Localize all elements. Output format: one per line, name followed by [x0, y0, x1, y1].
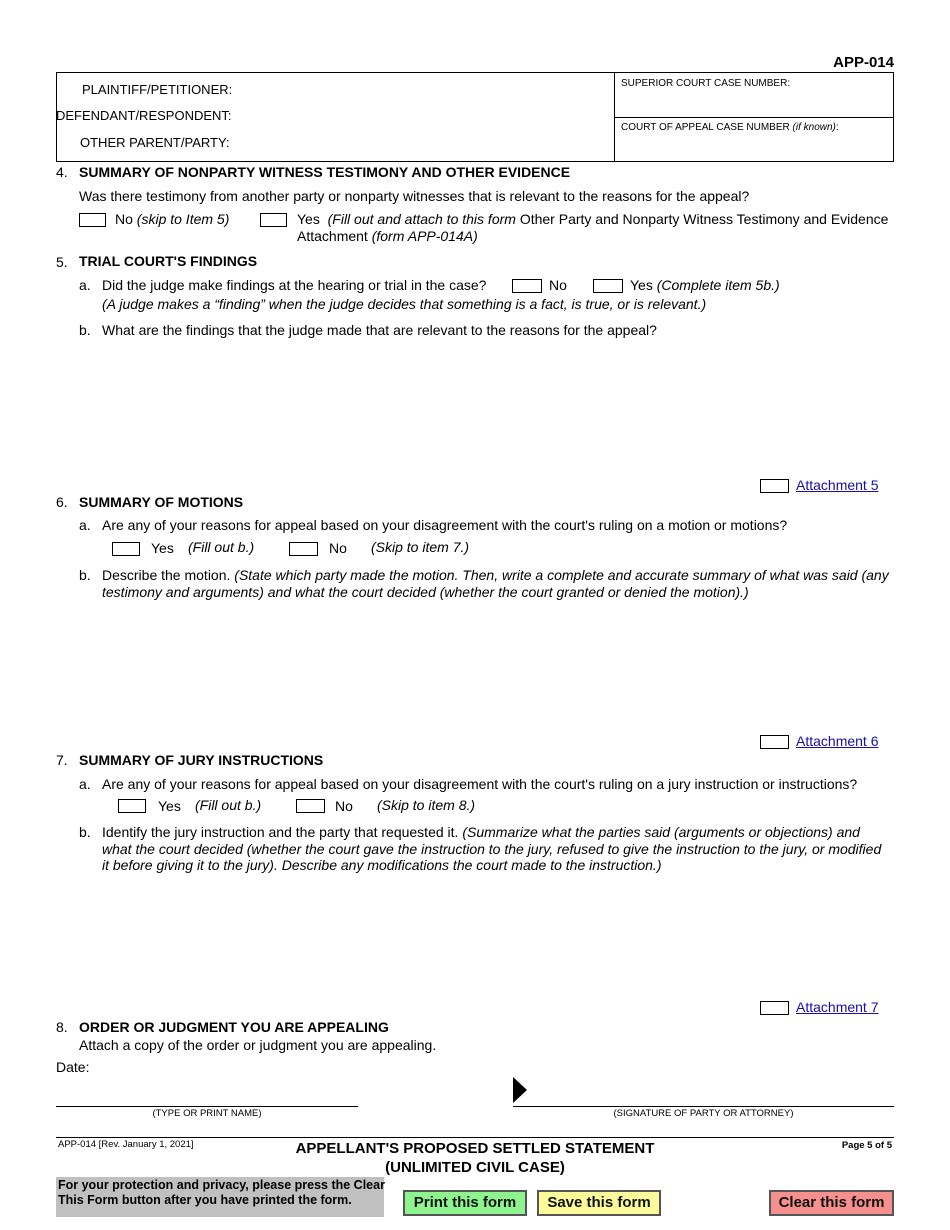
section-7a-yes-note: (Fill out b.) — [195, 797, 262, 813]
section-7a-letter: a. — [79, 776, 91, 792]
section-6-number: 6. — [56, 494, 68, 510]
section-5a-yes-checkbox[interactable] — [593, 279, 623, 293]
footer-rule — [56, 1137, 894, 1138]
section-5a-no-label: No — [549, 277, 567, 293]
type-print-name-field[interactable] — [56, 1083, 358, 1105]
section-6b-instruction: Describe the motion. (State which party made the motion. Then, write a complete and accurate summary of what was said (any — [102, 567, 889, 583]
section-6a-no-checkbox[interactable] — [289, 542, 318, 556]
section-7b-instruction: Identify the jury instruction and the party that requested it. (Summarize what the parties said (arguments or objections) and — [102, 824, 860, 840]
print-form-button[interactable]: Print this form — [403, 1190, 527, 1216]
section-7-number: 7. — [56, 752, 68, 768]
signature-caption: (SIGNATURE OF PARTY OR ATTORNEY) — [613, 1108, 794, 1119]
page-number: Page 5 of 5 — [841, 1140, 892, 1151]
section-4-number: 4. — [56, 164, 68, 180]
attachment-7-link[interactable]: Attachment 7 — [796, 999, 879, 1015]
section-4-no-checkbox[interactable] — [79, 213, 106, 227]
section-6a-yes-checkbox[interactable] — [112, 542, 140, 556]
section-8-text: Attach a copy of the order or judgment you are appealing. — [79, 1037, 437, 1053]
section-5-title: TRIAL COURT'S FINDINGS — [79, 253, 258, 269]
section-7a-yes-checkbox[interactable] — [118, 799, 146, 813]
section-6a-yes-label: Yes — [151, 540, 174, 556]
section-4-yes-label: Yes (Fill out and attach to this form Other Party and Nonparty Witness Testimony and Evidence — [297, 211, 889, 227]
section-8-number: 8. — [56, 1019, 68, 1035]
section-7b-letter: b. — [79, 824, 91, 840]
section-6a-no-note: (Skip to item 7.) — [371, 539, 470, 555]
section-4-no-label: No (skip to Item 5) — [115, 211, 230, 227]
section-6a-yes-note: (Fill out b.) — [188, 539, 255, 555]
section-7a-yes-label: Yes — [158, 798, 181, 814]
section-5-number: 5. — [56, 254, 68, 270]
section-7a-question: Are any of your reasons for appeal based on your disagreement with the court's ruling on a jury instruction or instructions? — [102, 776, 858, 792]
signature-line — [513, 1106, 894, 1107]
date-label: Date: — [56, 1059, 90, 1075]
name-caption: (TYPE OR PRINT NAME) — [152, 1108, 262, 1119]
footer-title: APPELLANT'S PROPOSED SETTLED STATEMENT — [295, 1140, 655, 1157]
caption-divider-h — [614, 117, 894, 118]
section-6a-question: Are any of your reasons for appeal based on your disagreement with the court's ruling on a motion or motions? — [102, 517, 788, 533]
section-4-yes-checkbox[interactable] — [260, 213, 287, 227]
section-6b-answer-area[interactable] — [102, 604, 892, 729]
section-5a-explanation: (A judge makes a “finding” when the judge decides that something is a fact, is true, or is relevant.) — [102, 296, 707, 312]
section-5b-answer-area[interactable] — [102, 342, 892, 472]
signature-arrow-icon — [513, 1077, 529, 1103]
attachment-6-link[interactable]: Attachment 6 — [796, 733, 879, 749]
revision-date: APP-014 [Rev. January 1, 2021] — [58, 1139, 194, 1150]
attachment-5-link[interactable]: Attachment 5 — [796, 477, 879, 493]
privacy-notice-line2: This Form button after you have printed the form. — [58, 1193, 352, 1207]
section-7a-no-checkbox[interactable] — [296, 799, 325, 813]
superior-case-number-label: SUPERIOR COURT CASE NUMBER: — [621, 78, 791, 89]
section-5a-question: Did the judge make findings at the hearing or trial in the case? — [102, 277, 487, 293]
form-id: APP-014 — [833, 54, 894, 71]
date-field[interactable] — [92, 1057, 292, 1077]
section-6b-letter: b. — [79, 567, 91, 583]
section-6a-no-label: No — [329, 540, 347, 556]
section-4-question: Was there testimony from another party or nonparty witnesses that is relevant to the reasons for the appeal? — [79, 188, 750, 204]
privacy-notice-line1: For your protection and privacy, please press the Clear — [58, 1178, 385, 1192]
section-4-yes-line2: Attachment (form APP-014A) — [297, 228, 478, 244]
footer-subtitle: (UNLIMITED CIVIL CASE) — [385, 1159, 565, 1176]
section-8-title: ORDER OR JUDGMENT YOU ARE APPEALING — [79, 1019, 389, 1035]
section-7-title: SUMMARY OF JURY INSTRUCTIONS — [79, 752, 324, 768]
name-line — [56, 1106, 358, 1107]
section-5b-question: What are the findings that the judge made that are relevant to the reasons for the appeal? — [102, 322, 657, 338]
section-5a-no-checkbox[interactable] — [512, 279, 542, 293]
attachment-7-checkbox[interactable] — [760, 1001, 789, 1015]
appeal-case-number-label: COURT OF APPEAL CASE NUMBER (if known): — [621, 122, 839, 133]
save-form-button[interactable]: Save this form — [537, 1190, 661, 1216]
defendant-label: DEFENDANT/RESPONDENT: — [56, 108, 232, 123]
attachment-6-checkbox[interactable] — [760, 735, 789, 749]
section-7b-instruction-line3: it before giving it to the jury). Describe any modifications the court made to the instruction.) — [102, 857, 662, 873]
section-4-title: SUMMARY OF NONPARTY WITNESS TESTIMONY AND OTHER EVIDENCE — [79, 164, 571, 180]
section-6-title: SUMMARY OF MOTIONS — [79, 494, 244, 510]
plaintiff-label: PLAINTIFF/PETITIONER: — [82, 82, 233, 97]
section-5a-yes-label: Yes (Complete item 5b.) — [630, 277, 780, 293]
section-7b-answer-area[interactable] — [102, 878, 892, 993]
section-6a-letter: a. — [79, 517, 91, 533]
section-5b-letter: b. — [79, 322, 91, 338]
section-7b-instruction-line2: what the court decided (whether the court gave the instruction to the jury, refused to give the instruction to the jury, or modified — [102, 841, 882, 857]
clear-form-button[interactable]: Clear this form — [769, 1190, 894, 1216]
section-7a-no-note: (Skip to item 8.) — [377, 797, 476, 813]
attachment-5-checkbox[interactable] — [760, 479, 789, 493]
section-6b-instruction-line2: testimony and arguments) and what the court decided (whether the court granted or denied the motion).) — [102, 584, 749, 600]
section-5a-letter: a. — [79, 277, 91, 293]
section-7a-no-label: No — [335, 798, 353, 814]
other-party-label: OTHER PARENT/PARTY: — [80, 135, 230, 150]
